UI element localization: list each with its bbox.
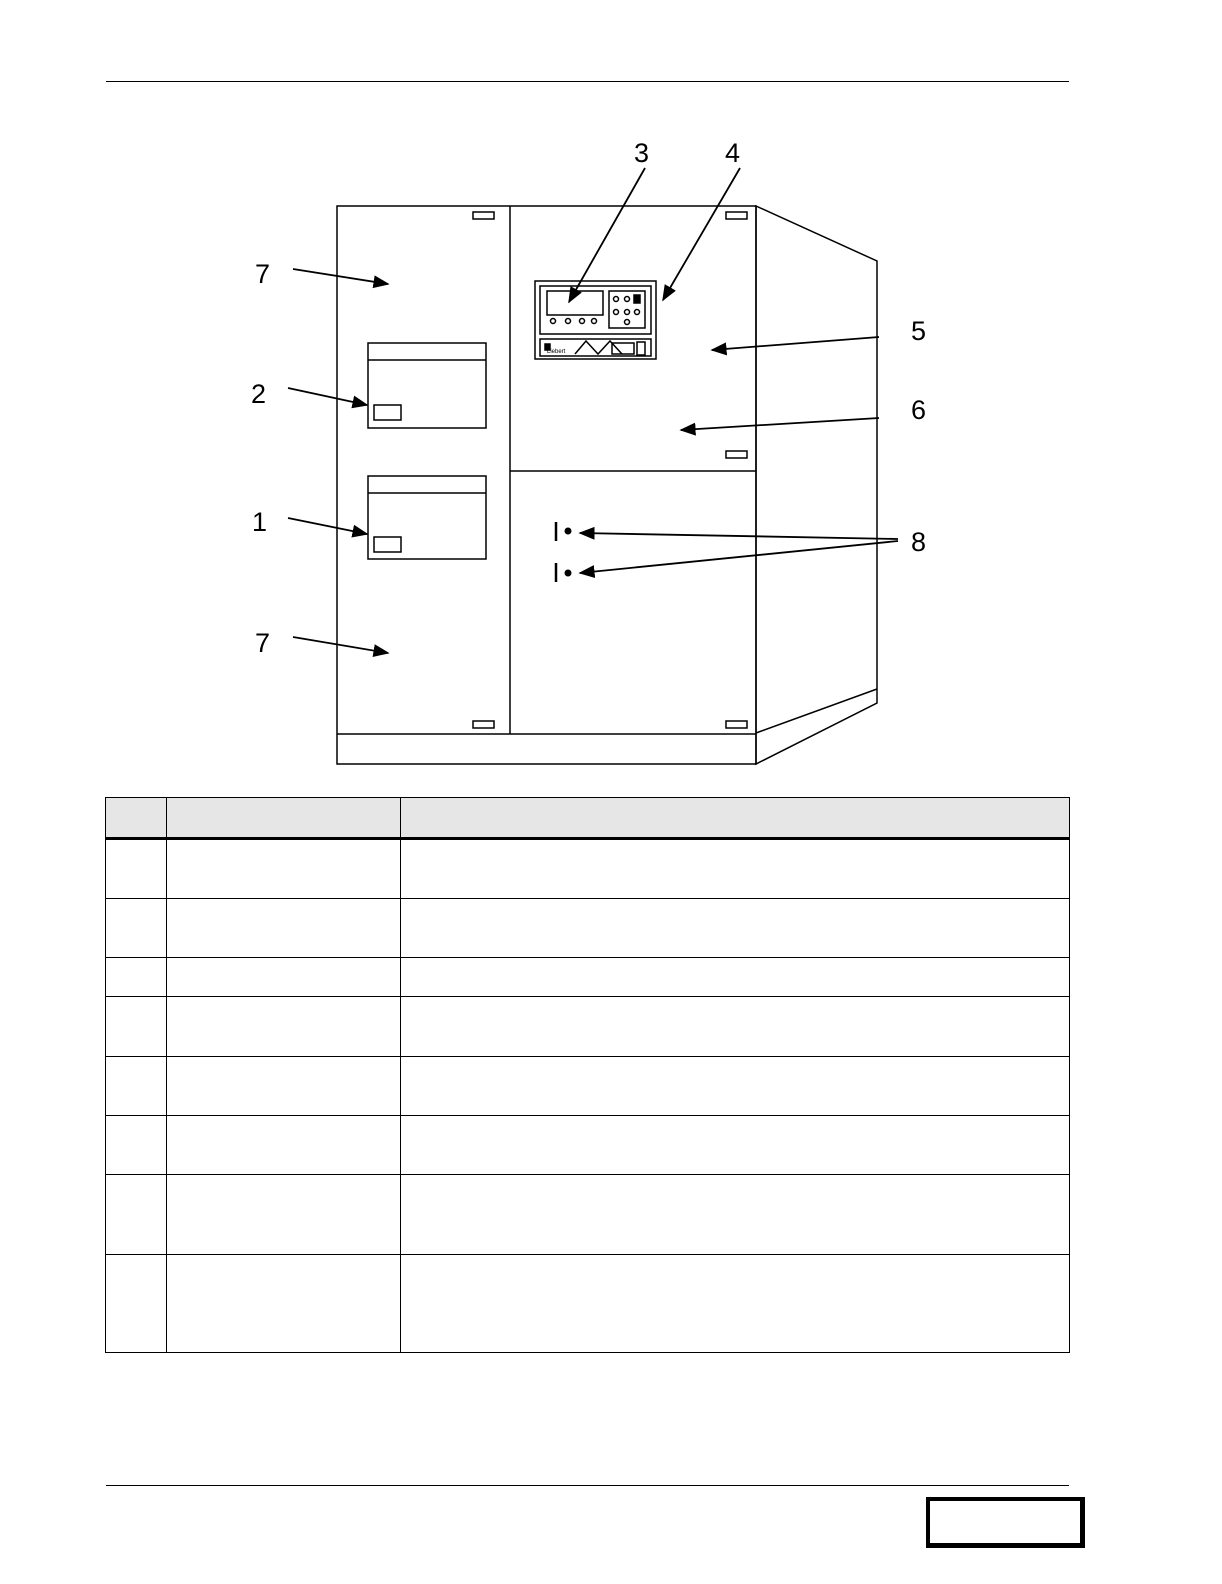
callout-2: 2 <box>251 379 267 409</box>
table-row <box>106 1057 1070 1116</box>
leader-7-top <box>293 269 388 284</box>
callout-8: 8 <box>911 527 927 557</box>
breaker-2 <box>368 343 486 428</box>
leader-1 <box>288 518 367 534</box>
ups-cabinet-diagram <box>0 0 1222 790</box>
header-description <box>401 798 1070 839</box>
row-number <box>106 899 167 958</box>
door-latch <box>726 451 747 458</box>
door-latch <box>473 212 494 219</box>
row-name <box>167 997 401 1057</box>
callout-6: 6 <box>911 395 927 425</box>
row-description <box>401 1057 1070 1116</box>
row-description <box>401 1116 1070 1175</box>
row-number <box>106 1175 167 1255</box>
leader-8a <box>580 533 898 539</box>
leader-3 <box>569 168 645 302</box>
row-name <box>167 1255 401 1353</box>
leader-4 <box>663 168 740 300</box>
row-number <box>106 1116 167 1175</box>
header-number <box>106 798 167 839</box>
row-description <box>401 899 1070 958</box>
leader-6 <box>681 418 879 430</box>
leader-7-bottom <box>293 637 388 653</box>
row-name <box>167 1057 401 1116</box>
table-row <box>106 839 1070 899</box>
door-latch <box>726 212 747 219</box>
callout-7-top: 7 <box>255 259 271 289</box>
row-description <box>401 958 1070 997</box>
table-row <box>106 1116 1070 1175</box>
row-name <box>167 1175 401 1255</box>
component-legend-table <box>105 797 1070 1353</box>
cabinet-front <box>337 206 756 764</box>
callout-5: 5 <box>911 316 927 346</box>
control-panel <box>535 281 656 359</box>
leader-8b <box>580 541 898 573</box>
breaker-1 <box>368 476 486 559</box>
row-name <box>167 1116 401 1175</box>
row-number <box>106 1255 167 1353</box>
door-latch <box>473 721 494 728</box>
row-number <box>106 839 167 899</box>
leader-5 <box>712 337 879 350</box>
callout-4: 4 <box>725 138 741 168</box>
row-number <box>106 997 167 1057</box>
row-description <box>401 839 1070 899</box>
header-component <box>167 798 401 839</box>
page-number-box <box>926 1497 1085 1548</box>
footer-rule <box>106 1485 1069 1486</box>
table-row <box>106 1175 1070 1255</box>
row-name <box>167 899 401 958</box>
table-row <box>106 958 1070 997</box>
row-description <box>401 1255 1070 1353</box>
row-name <box>167 958 401 997</box>
row-name <box>167 839 401 899</box>
cabinet-side <box>756 206 877 764</box>
door-latch <box>726 721 747 728</box>
table-row <box>106 1255 1070 1353</box>
row-number <box>106 958 167 997</box>
brand-label: Liebert <box>547 349 566 355</box>
row-number <box>106 1057 167 1116</box>
row-description <box>401 1175 1070 1255</box>
callout-3: 3 <box>634 138 650 168</box>
table-row <box>106 899 1070 958</box>
table-header-row <box>106 798 1070 839</box>
callout-7-bottom: 7 <box>255 628 271 658</box>
callout-1: 1 <box>252 507 268 537</box>
row-description <box>401 997 1070 1057</box>
leader-2 <box>288 388 367 405</box>
table-row <box>106 997 1070 1057</box>
